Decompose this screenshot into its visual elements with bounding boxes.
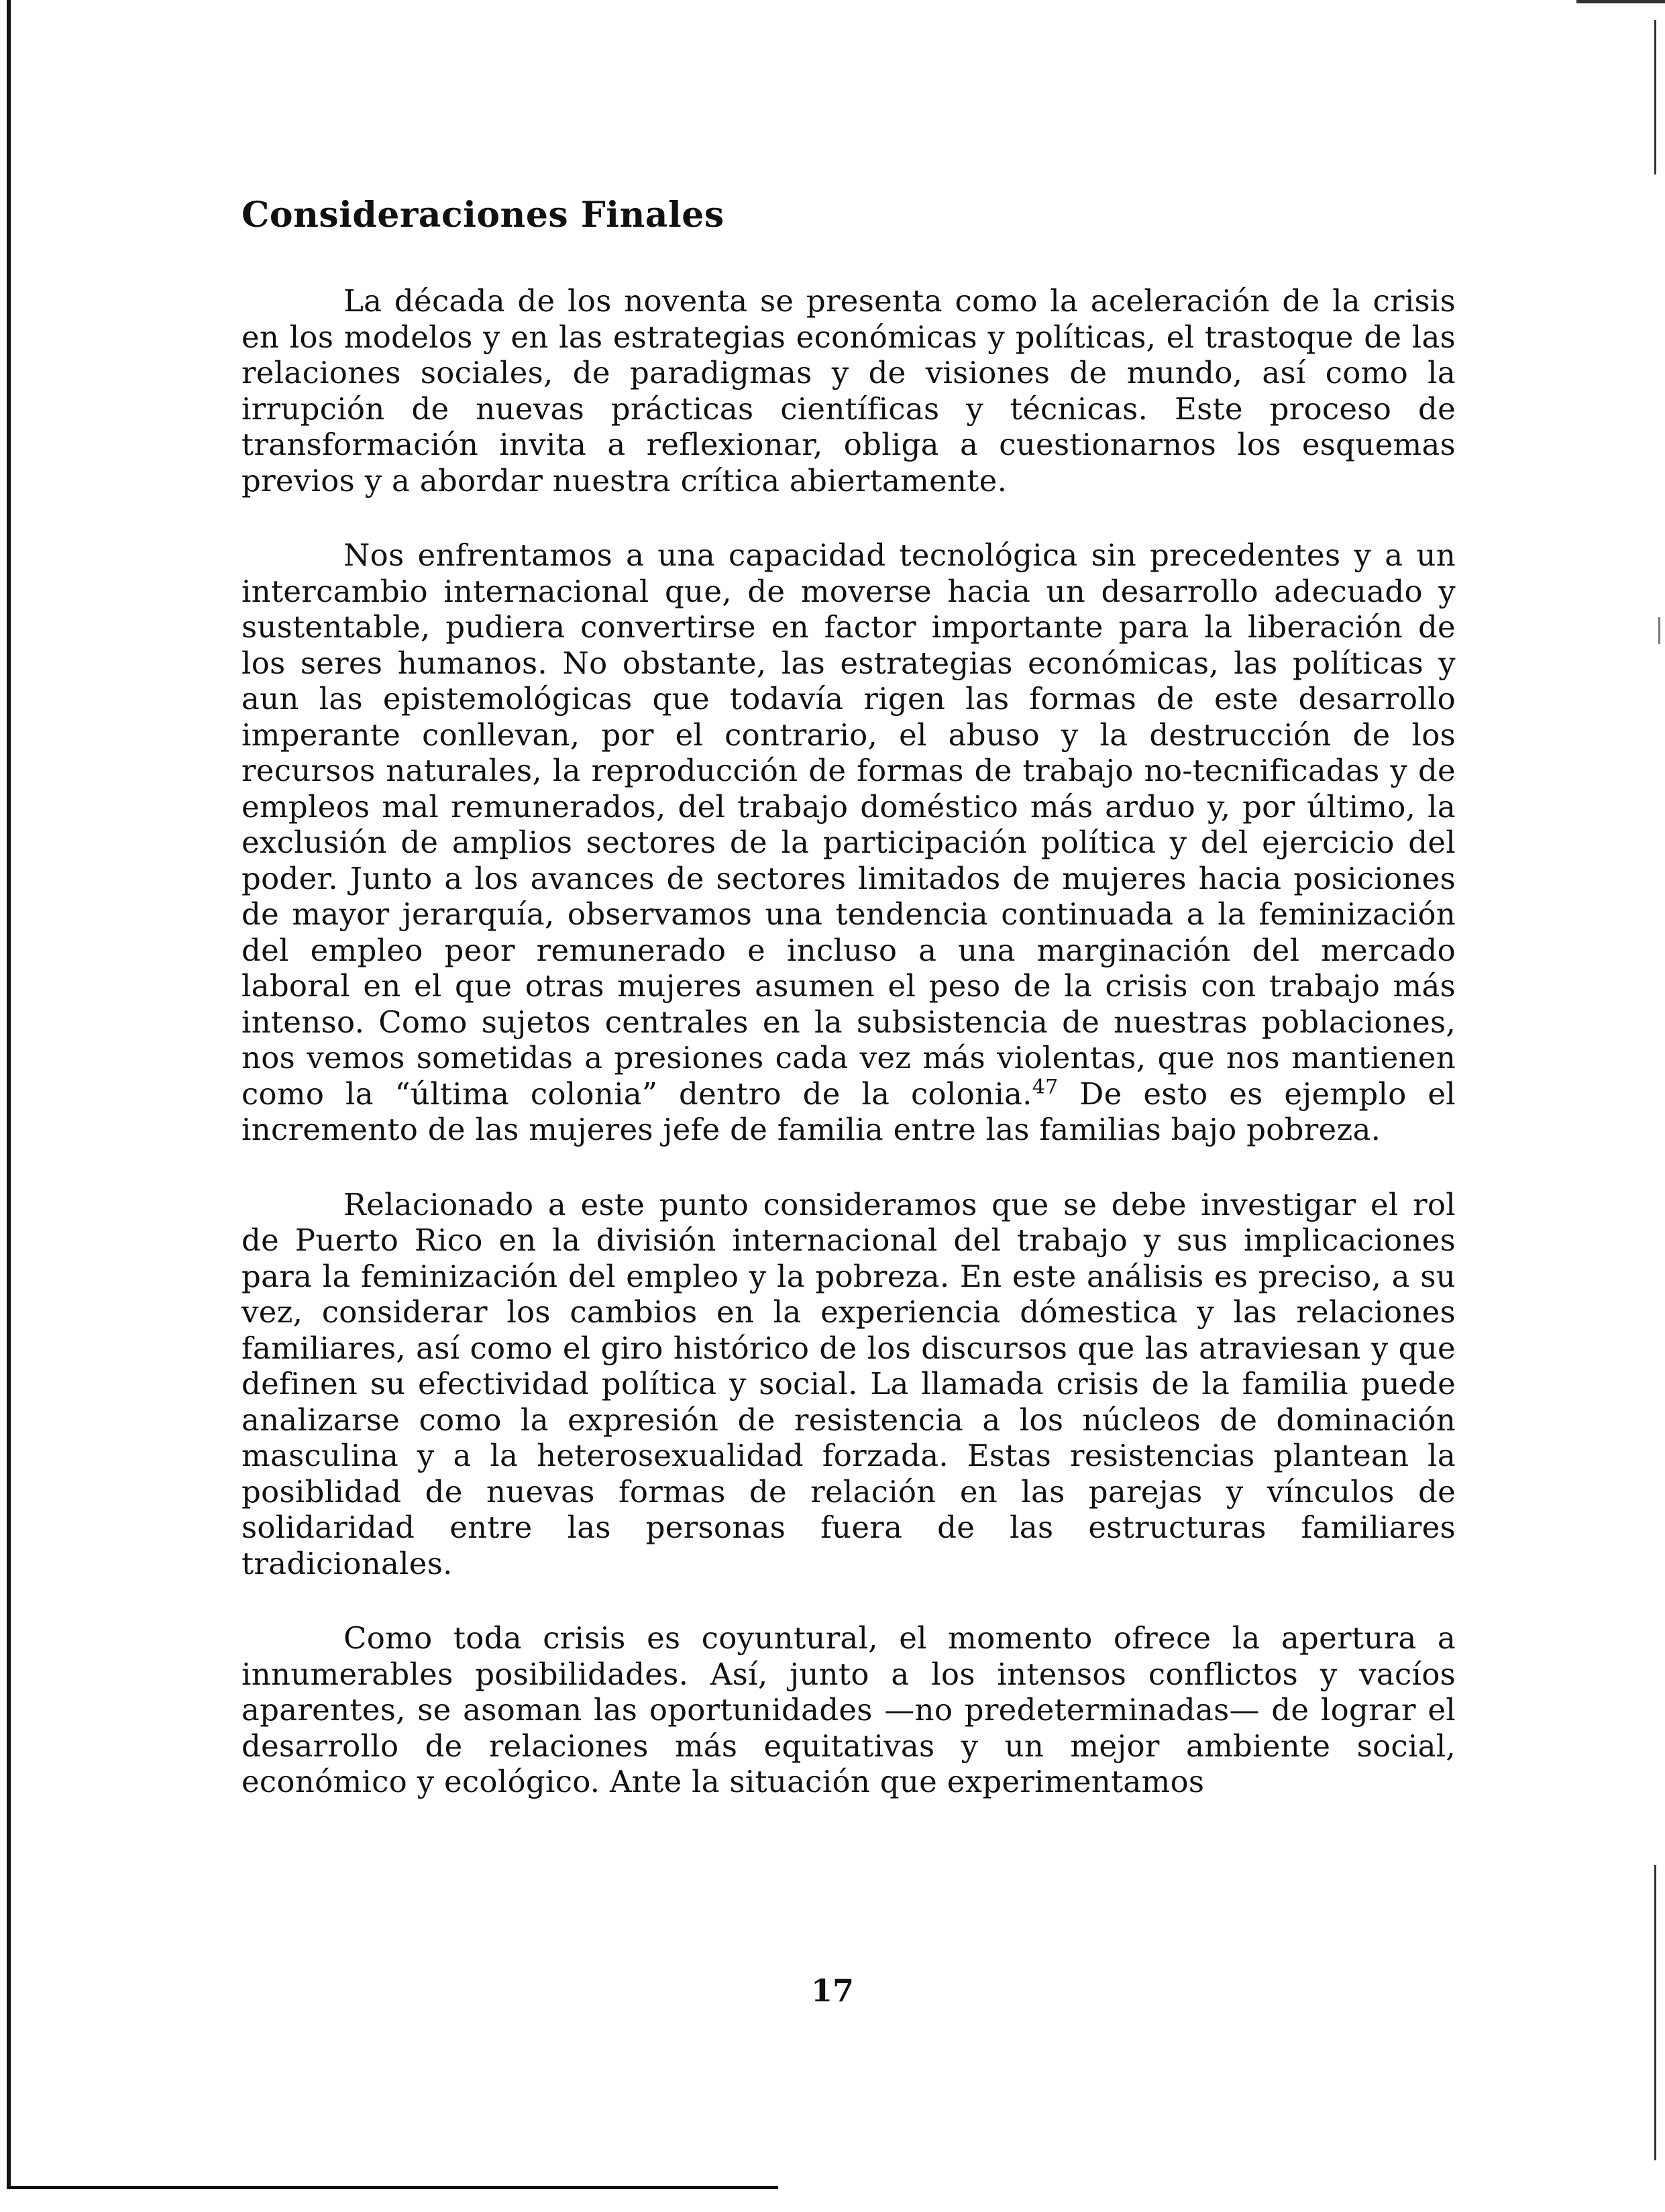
page-number: 17: [810, 1972, 854, 2009]
scan-edge-mark: [1654, 1865, 1656, 2160]
paragraph-text: De esto es ejemplo el incremento de las mujeres jefe de familia entre las familias bajo pobreza.: [241, 1075, 1456, 1148]
footnote-marker: 47: [1032, 1075, 1059, 1099]
section-heading: Consideraciones Finales: [241, 195, 724, 235]
paragraph: Relacionado a este punto consideramos que se debe investigar el rol de Puerto Rico en la división internacional del trabajo y sus implicaciones para la feminización del empleo y la pobreza. En este análisis es preciso, a su vez, considerar los cambios en la experiencia dómestica y las relaciones familiares, así como el giro histórico de los discursos que las atraviesan y que definen su efectividad política y social. La llamada crisis de la familia puede analizarse como la expresión de resistencia a los núcleos de dominación masculina y a la heterosexualidad forzada. Estas resistencias plantean la posiblidad de nuevas formas de relación en las parejas y vínculos de solidaridad entre las personas fuera de las estructuras familiares tradicionales.: [241, 1186, 1456, 1581]
scan-edge-mark: [1658, 617, 1660, 644]
page-content: [241, 195, 1456, 1839]
paragraph: [241, 537, 1456, 1148]
page-top-edge: [1576, 0, 1665, 3]
page-left-edge: [7, 0, 11, 2187]
page-bottom-edge: [7, 2186, 778, 2189]
paragraph-text: Nos enfrentamos a una capacidad tecnológica sin precedentes y a un intercambio internacional que, de moverse hacia un desarrollo adecuado y sustentable, pudiera convertirse en factor importante para la liberación de los seres humanos. No obstante, las estrategias económicas, las políticas y aun las epistemológicas que todavía rigen las formas de este desarrollo imperante conllevan, por el contrario, el abuso y la destrucción de los recursos naturales, la reproducción de formas de trabajo no-tecnificadas y de empleos mal remunerados, del trabajo doméstico más arduo y, por último, la exclusión de amplios sectores de la participación política y del ejercicio del poder. Junto a los avances de sectores limitados de mujeres hacia posiciones de mayor jerarquía, observamos una tendencia continuada a la feminización del empleo peor remunerado e incluso a una marginación del mercado laboral en el que otras mujeres asumen el peso de la crisis con trabajo más intenso. Como sujetos centrales en la subsistencia de nuestras poblaciones, nos vemos sometidas a presiones cada vez más violentas, que nos mantienen como la “última colonia” dentro de la colonia.: [241, 537, 1456, 1112]
paragraph: Como toda crisis es coyuntural, el momento ofrece la apertura a innumerables posibilidades. Así, junto a los intensos conflictos y vacíos aparentes, se asoman las oportunidades —no predeterminadas— de lograr el desarrollo de relaciones más equitativas y un mejor ambiente social, económico y ecológico. Ante la situación que experimentamos: [241, 1620, 1456, 1800]
paragraph: La década de los noventa se presenta como la aceleración de la crisis en los modelos y en las estrategias económicas y políticas, el trastoque de las relaciones sociales, de paradigmas y de visiones de mundo, así como la irrupción de nuevas prácticas científicas y técnicas. Este proceso de transformación invita a reflexionar, obliga a cuestionarnos los esquemas previos y a abordar nuestra crítica abiertamente.: [241, 283, 1456, 498]
scan-edge-mark: [1654, 20, 1656, 174]
